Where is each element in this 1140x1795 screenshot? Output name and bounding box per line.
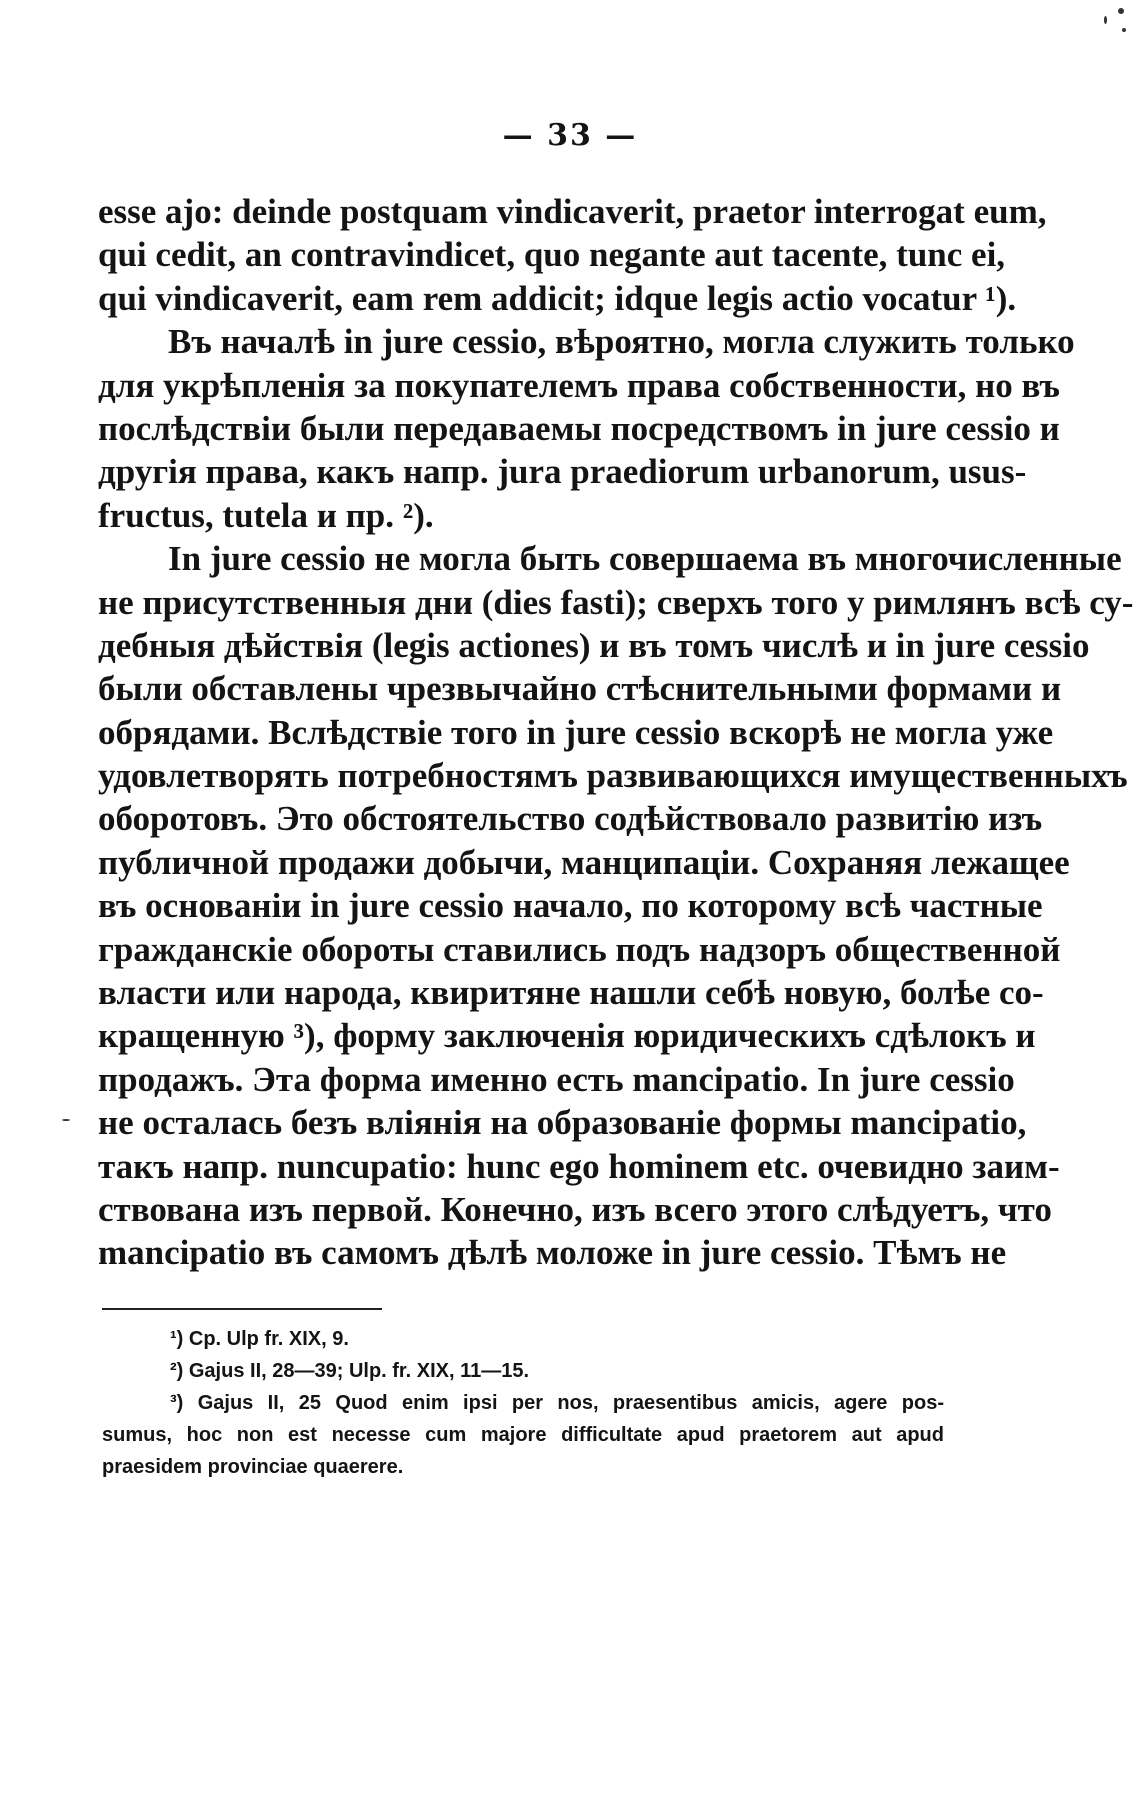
scan-speck xyxy=(1104,16,1107,24)
footnote-line: ¹) Cp. Ulp fr. XIX, 9. xyxy=(170,1328,349,1350)
text-line: не присутственныя дни (dies fasti); сверхъ того у римлянъ всѣ су- xyxy=(98,582,1134,622)
footnotes xyxy=(102,1323,944,1483)
scan-speck xyxy=(62,1119,70,1121)
text-line: въ основаніи in jure cessio начало, по которому всѣ частные xyxy=(98,886,1043,926)
text-line: esse ajo: deinde postquam vindicaverit, praetor interrogat eum, xyxy=(98,192,1047,231)
text-line: такъ напр. nuncupatio: hunc ego hominem etc. очевидно заим- xyxy=(98,1146,1060,1186)
text-line: qui cedit, an contravindicet, quo negante aut tacente, tunc ei, xyxy=(98,235,1006,275)
footnote-line: sumus, hoc non est necesse cum majore difficultate apud praetorem aut apud xyxy=(102,1424,944,1446)
text-line: для укрѣпленія за покупателемъ права собственности, но въ xyxy=(98,365,1060,405)
text-line: продажъ. Эта форма именно есть mancipatio. In jure cessio xyxy=(98,1059,1015,1099)
scan-speck xyxy=(1122,28,1126,32)
text-line: были обставлены чрезвычайно стѣснительными формами и xyxy=(98,669,1062,709)
footnote-separator xyxy=(102,1308,382,1310)
footnote-line: ²) Gajus II, 28—39; Ulp. fr. XIX, 11—15. xyxy=(170,1360,530,1382)
text-line: In jure cessio не могла быть совершаема въ многочисленные xyxy=(168,539,1122,579)
text-line: mancipatio въ самомъ дѣлѣ моложе in jure cessio. Тѣмъ не xyxy=(98,1233,1007,1273)
scan-speck xyxy=(1118,8,1124,14)
text-line: обрядами. Вслѣдствіе того in jure cessio вскорѣ не могла уже xyxy=(98,712,1054,752)
text-line: не осталась безъ вліянія на образованіе формы mancipatio, xyxy=(98,1103,1027,1143)
text-line: публичной продажи добычи, манципаціи. Сохраняя лежащее xyxy=(98,842,1070,882)
text-line: другія права, какъ напр. jura praediorum urbanorum, usus- xyxy=(98,452,1027,492)
text-line: дебныя дѣйствія (legis actiones) и въ томъ числѣ и in jure cessio xyxy=(98,625,1090,665)
footnote-line: ³) Gajus II, 25 Quod enim ipsi per nos, praesentibus amicis, agere pos- xyxy=(170,1392,944,1414)
body-text xyxy=(98,190,1134,1275)
text-line: оборотовъ. Это обстоятельство содѣйствовало развитію изъ xyxy=(98,799,1043,839)
page-number: — 33 — xyxy=(502,118,638,153)
text-line: кращенную ³), форму заключенія юридическихъ сдѣлокъ и xyxy=(98,1016,1036,1056)
text-line: власти или народа, квиритяне нашли себѣ новую, болѣе со- xyxy=(98,973,1044,1013)
text-line: послѣдствіи были передаваемы посредствомъ in jure cessio и xyxy=(98,408,1060,448)
text-line: qui vindicaverit, eam rem addicit; idque legis actio vocatur ¹). xyxy=(98,278,1017,318)
text-line: ствована изъ первой. Конечно, изъ всего этого слѣдуетъ, что xyxy=(98,1189,1052,1229)
text-line: fructus, tutela и пр. ²). xyxy=(98,495,434,535)
footnote-line: praesidem provinciae quaerere. xyxy=(102,1456,404,1478)
text-line: удовлетворять потребностямъ развивающихся имущественныхъ xyxy=(98,756,1128,796)
text-line: гражданскіе обороты ставились подъ надзоръ общественной xyxy=(98,929,1061,969)
text-line: Въ началѣ in jure cessio, вѣроятно, могла служить только xyxy=(168,322,1075,362)
